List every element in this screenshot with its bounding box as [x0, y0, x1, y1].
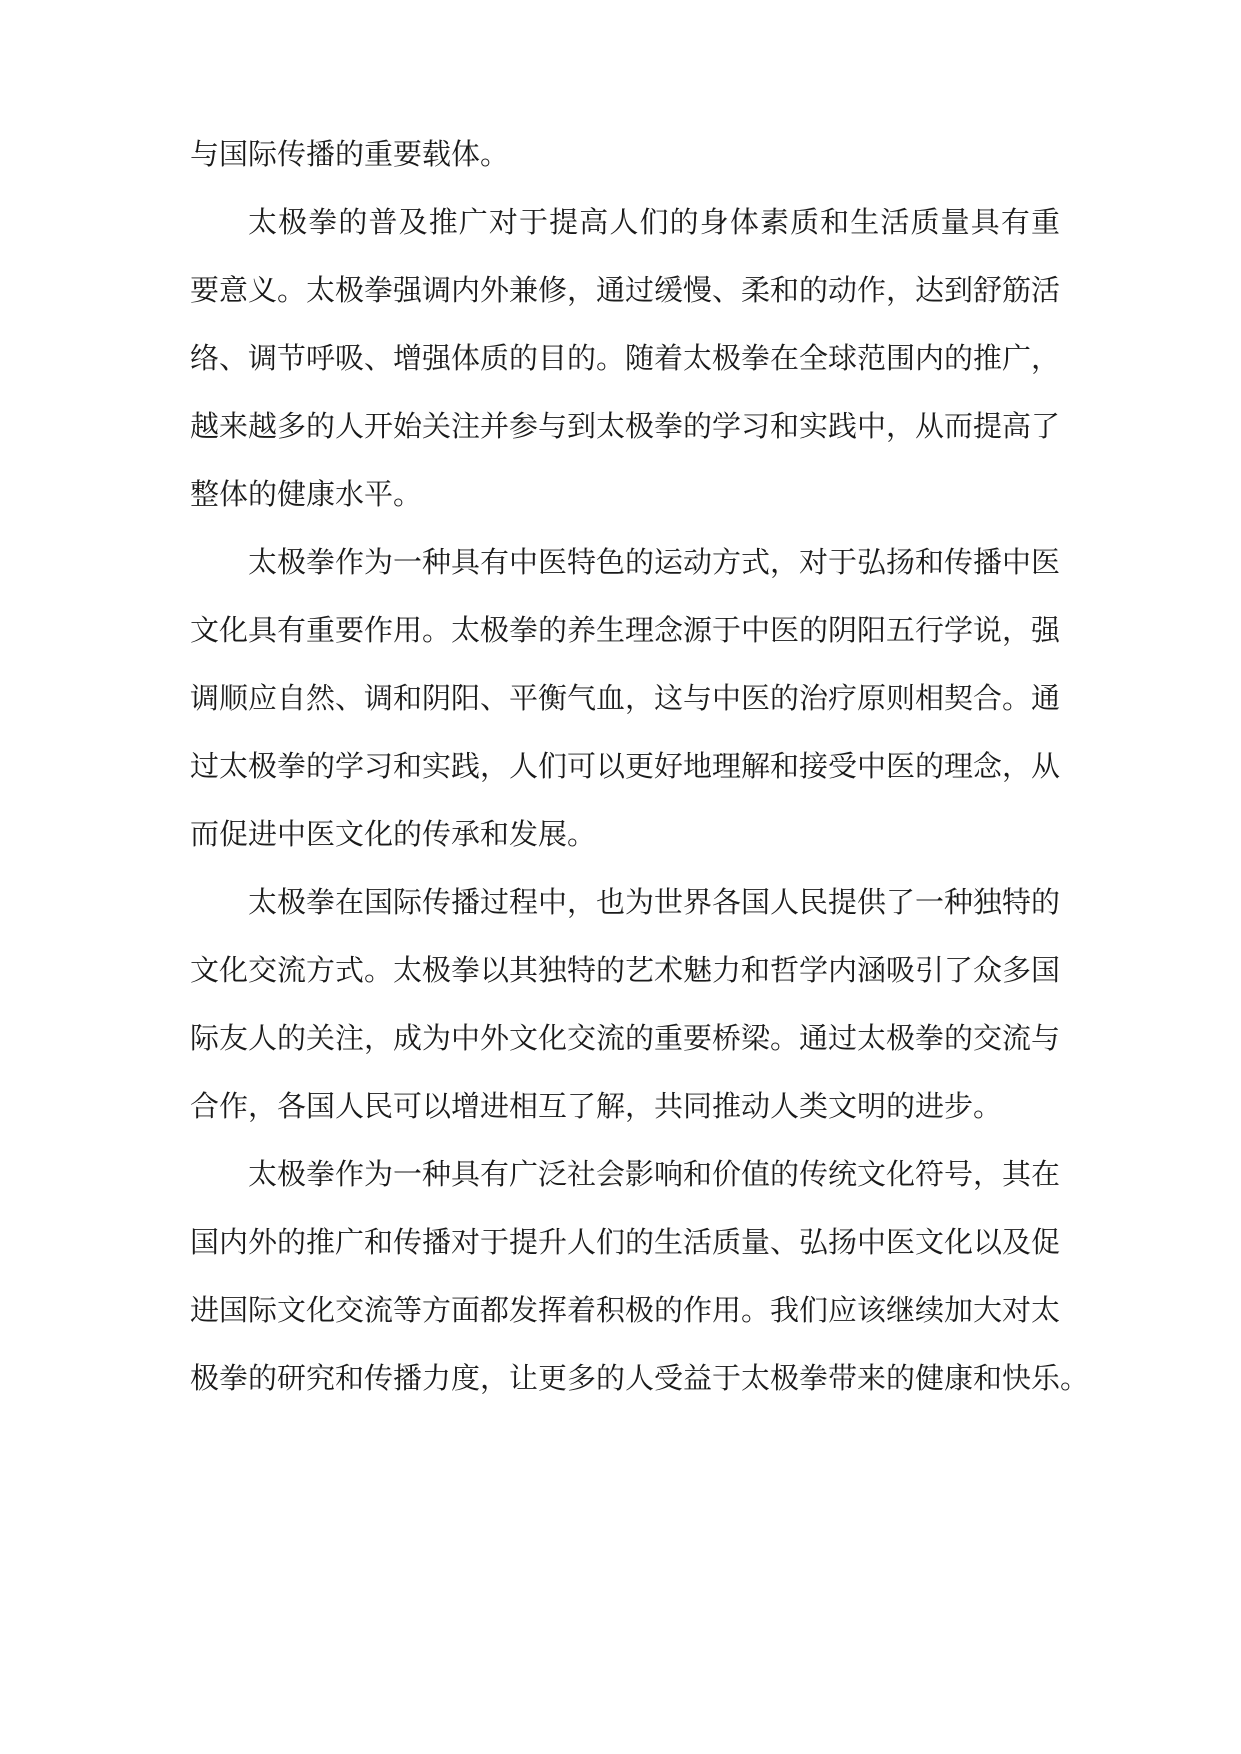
paragraph-line: 进国际文化交流等方面都发挥着积极的作用。我们应该继续加大对太	[190, 1293, 1061, 1327]
paragraph-line: 国内外的推广和传播对于提升人们的生活质量、弘扬中医文化以及促	[190, 1225, 1061, 1259]
paragraph-line: 合作，各国人民可以增进相互了解，共同推动人类文明的进步。	[190, 1089, 1003, 1123]
paragraph-line: 际友人的关注，成为中外文化交流的重要桥梁。通过太极拳的交流与	[190, 1021, 1061, 1055]
paragraph-line: 过太极拳的学习和实践，人们可以更好地理解和接受中医的理念，从	[190, 749, 1061, 783]
paragraph-line: 越来越多的人开始关注并参与到太极拳的学习和实践中，从而提高了	[190, 409, 1061, 443]
paragraph-line: 太极拳作为一种具有广泛社会影响和价值的传统文化符号，其在	[248, 1157, 1061, 1191]
paragraph-line: 调顺应自然、调和阴阳、平衡气血，这与中医的治疗原则相契合。通	[190, 681, 1061, 715]
paragraph-line: 文化具有重要作用。太极拳的养生理念源于中医的阴阳五行学说，强	[190, 613, 1061, 647]
paragraph-line: 络、调节呼吸、增强体质的目的。随着太极拳在全球范围内的推广，	[190, 341, 1061, 375]
paragraph-line: 太极拳作为一种具有中医特色的运动方式，对于弘扬和传播中医	[248, 545, 1061, 579]
paragraph-line: 太极拳在国际传播过程中，也为世界各国人民提供了一种独特的	[248, 885, 1061, 919]
paragraph-line: 文化交流方式。太极拳以其独特的艺术魅力和哲学内涵吸引了众多国	[190, 953, 1061, 987]
paragraph-line: 要意义。太极拳强调内外兼修，通过缓慢、柔和的动作，达到舒筋活	[190, 273, 1061, 307]
paragraph-line: 太极拳的普及推广对于提高人们的身体素质和生活质量具有重	[248, 205, 1060, 239]
paragraph-line: 而促进中医文化的传承和发展。	[190, 817, 597, 851]
paragraph-line: 极拳的研究和传播力度，让更多的人受益于太极拳带来的健康和快乐。	[190, 1361, 1090, 1395]
paragraph-line: 整体的健康水平。	[190, 477, 423, 511]
paragraph-line: 与国际传播的重要载体。	[190, 137, 510, 171]
